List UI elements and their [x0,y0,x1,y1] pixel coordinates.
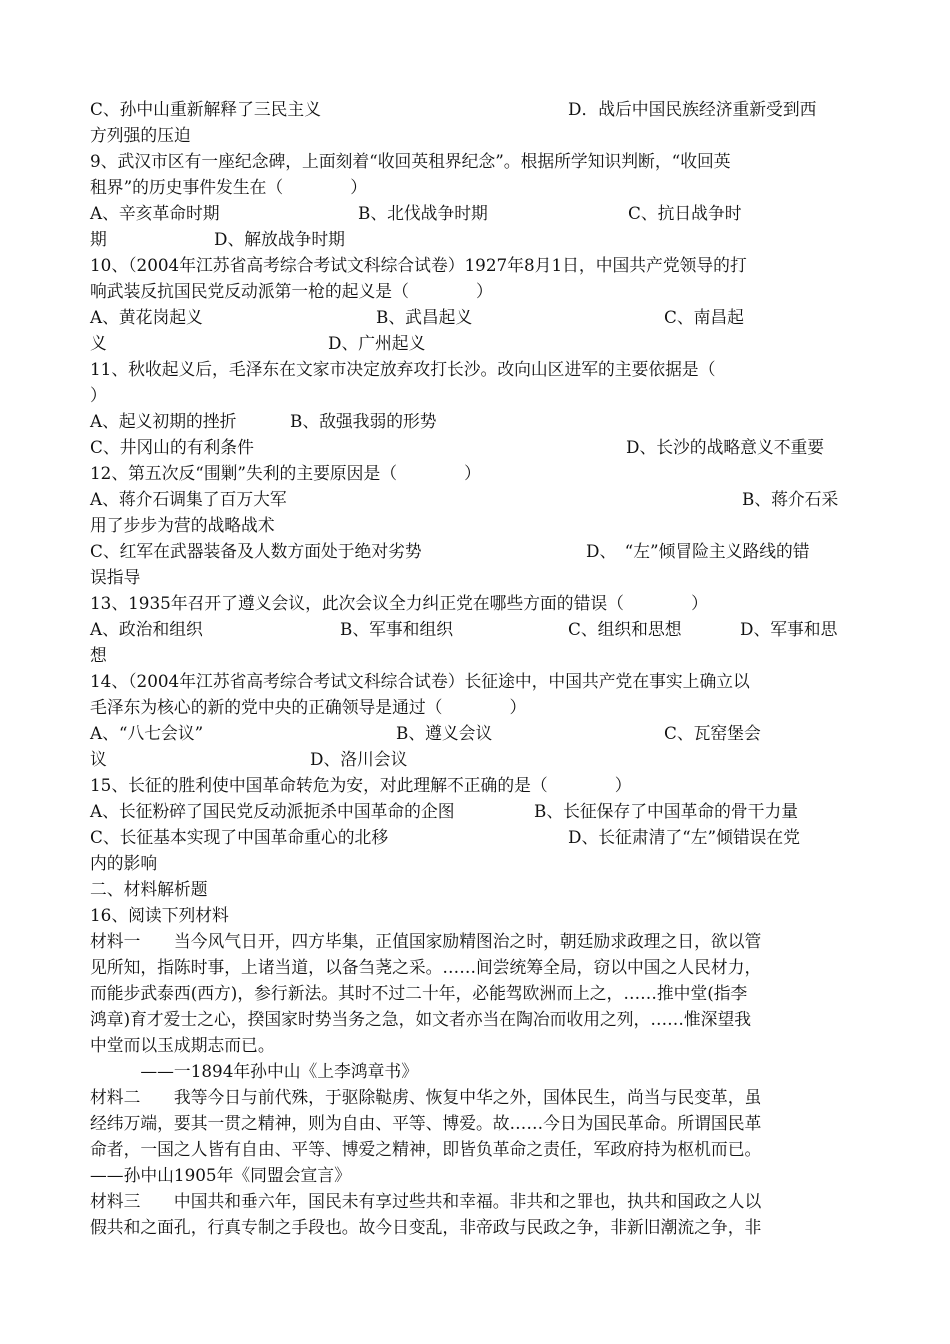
line-text: 方列强的压迫 [90,125,191,145]
line-text: 10、（2004年江苏省高考综合考试文科综合试卷）1927年8月1日，中国共产党领导的打 [90,255,747,275]
option-a: A、黄花岗起义 [90,307,203,327]
options-line [90,434,860,460]
line-text: 12、第五次反“围剿”失利的主要原因是（ ） [90,463,481,483]
line-text: 材料二 我等今日与前代殊，于驱除鞑虏、恢复中华之外，国体民生，尚当与民变革，虽 [90,1087,762,1107]
line-text: 想 [90,645,107,665]
option-d: D、长沙的战略意义不重要 [626,437,825,457]
options-line [90,824,860,850]
line-text: 14、（2004年江苏省高考综合考试文科综合试卷）长征途中，中国共产党在事实上确立以 [90,671,750,691]
line-text: 而能步武泰西(西方)，参行新法。其时不过二十年，必能驾欧洲而上之，……推中堂(指李 [90,983,748,1003]
option-d: D．战后中国民族经济重新受到西 [568,99,817,119]
option-c: C、抗日战争时 [628,203,742,223]
option-d: D、广州起义 [328,333,426,353]
material-line [90,1084,860,1110]
material-line [90,1032,860,1058]
question-13 [90,590,860,616]
option-a: A、“八七会议” [90,723,204,743]
option-c: C、南昌起 [664,307,744,327]
options-line [90,538,860,564]
option-c: C、长征基本实现了中国革命重心的北移 [90,827,389,847]
text-line [90,382,860,408]
text-line [90,174,860,200]
option-d: D、军事和思 [740,619,838,639]
line-text: 13、1935年召开了遵义会议，此次会议全力纠正党在哪些方面的错误（ ） [90,593,708,613]
line-text: 误指导 [90,567,141,587]
option-b: B、长征保存了中国革命的骨干力量 [534,801,799,821]
question-14 [90,668,860,694]
option-a: A、政治和组织 [90,619,203,639]
line-text: 响武装反抗国民党反动派第一枪的起义是（ ） [90,281,493,301]
line-text: 命者，一国之人皆有自由、平等、博爱之精神，即皆负革命之责任，军政府持为枢机而已。 [90,1139,762,1159]
option-b: B、北伐战争时期 [358,203,488,223]
option-b: B、军事和组织 [340,619,454,639]
option-d: D、解放战争时期 [214,229,345,249]
section-heading [90,876,860,902]
option-b: B、蒋介石采 [742,489,839,509]
text-line [90,850,860,876]
options-line [90,330,860,356]
options-line [90,200,860,226]
text-line [90,694,860,720]
line-text: ） [90,385,107,405]
line-text: 鸿章)育才爱士之心，揆国家时势当务之急，如文者亦当在陶冶而收用之列，……惟深望我 [90,1009,752,1029]
text-line [90,564,860,590]
material-line [90,1214,860,1240]
option-d: D、 “左”倾冒险主义路线的错 [586,541,810,561]
question-16 [90,902,860,928]
line-text: 毛泽东为核心的新的党中央的正确领导是通过（ ） [90,697,527,717]
line-text: 11、秋收起义后，毛泽东在文家市决定放弃攻打长沙。改向山区进军的主要依据是（ [90,359,716,379]
text-line [90,642,860,668]
option-a: A、起义初期的挫折 [90,411,237,431]
option-b: B、敌强我弱的形势 [290,411,437,431]
question-9 [90,148,860,174]
options-line [90,226,860,252]
line-text: 二、材料解析题 [90,879,208,899]
options-line [90,304,860,330]
option-c: C、组织和思想 [568,619,682,639]
options-line [90,616,860,642]
text-line [90,278,860,304]
text-line [90,96,860,122]
question-10 [90,252,860,278]
options-line [90,408,860,434]
material-line [90,1188,860,1214]
option-c: C、井冈山的有利条件 [90,437,254,457]
line-text: 中堂而以玉成期志而已。 [90,1035,275,1055]
options-line [90,746,860,772]
line-text: 租界”的历史事件发生在（ ） [90,177,368,197]
option-c: C、红军在武器装备及人数方面处于绝对劣势 [90,541,422,561]
line-text: 材料一 当今风气日开，四方毕集，正值国家励精图治之时，朝廷励求政理之日，欲以管 [90,931,762,951]
material-line [90,954,860,980]
material-line [90,928,860,954]
material-line [90,980,860,1006]
material-line [90,1006,860,1032]
text-line [90,512,860,538]
question-15 [90,772,860,798]
option-b: B、遵义会议 [396,723,493,743]
option-a: A、蒋介石调集了百万大军 [90,489,287,509]
option-d: D、洛川会议 [310,749,408,769]
options-line [90,798,860,824]
line-text: 材料三 中国共和垂六年，国民未有享过些共和幸福。非共和之罪也，执共和国政之人以 [90,1191,762,1211]
option-c: C、瓦窑堡会 [664,723,761,743]
line-text: 用了步步为营的战略战术 [90,515,275,535]
line-text: 内的影响 [90,853,158,873]
question-12 [90,460,860,486]
document-page [90,96,860,1240]
option-a: A、长征粉碎了国民党反动派扼杀中国革命的企图 [90,801,455,821]
line-text: 期 [90,229,107,249]
material-line [90,1136,860,1162]
line-text: 见所知，指陈时事，上诸当道，以备刍荛之采。……间尝统筹全局，窃以中国之人民材力， [90,957,762,977]
options-line [90,720,860,746]
text-line [90,122,860,148]
line-text: 经纬万端，要其一贯之精神，则为自由、平等、博爱。故……今日为国民革命。所谓国民革 [90,1113,762,1133]
option-d: D、长征肃清了“左”倾错误在党 [568,827,800,847]
material-source [90,1162,860,1188]
option-c: C、孙中山重新解释了三民主义 [90,99,321,119]
line-text: ——孙中山1905年《同盟会宣言》 [90,1165,351,1185]
option-a: A、辛亥革命时期 [90,203,220,223]
question-11 [90,356,860,382]
line-text: 16、阅读下列材料 [90,905,229,925]
line-text: 假共和之面孔，行真专制之手段也。故今日变乱，非帝政与民政之争，非新旧潮流之争，非 [90,1217,762,1237]
line-text: ——一1894年孙中山《上李鸿章书》 [90,1061,418,1081]
line-text: 议 [90,749,107,769]
option-b: B、武昌起义 [376,307,473,327]
options-line [90,486,860,512]
material-source [90,1058,860,1084]
material-line [90,1110,860,1136]
line-text: 9、武汉市区有一座纪念碑，上面刻着“收回英租界纪念”。根据所学知识判断，“收回英 [90,151,731,171]
line-text: 15、长征的胜利使中国革命转危为安，对此理解不正确的是（ ） [90,775,632,795]
line-text: 义 [90,333,107,353]
